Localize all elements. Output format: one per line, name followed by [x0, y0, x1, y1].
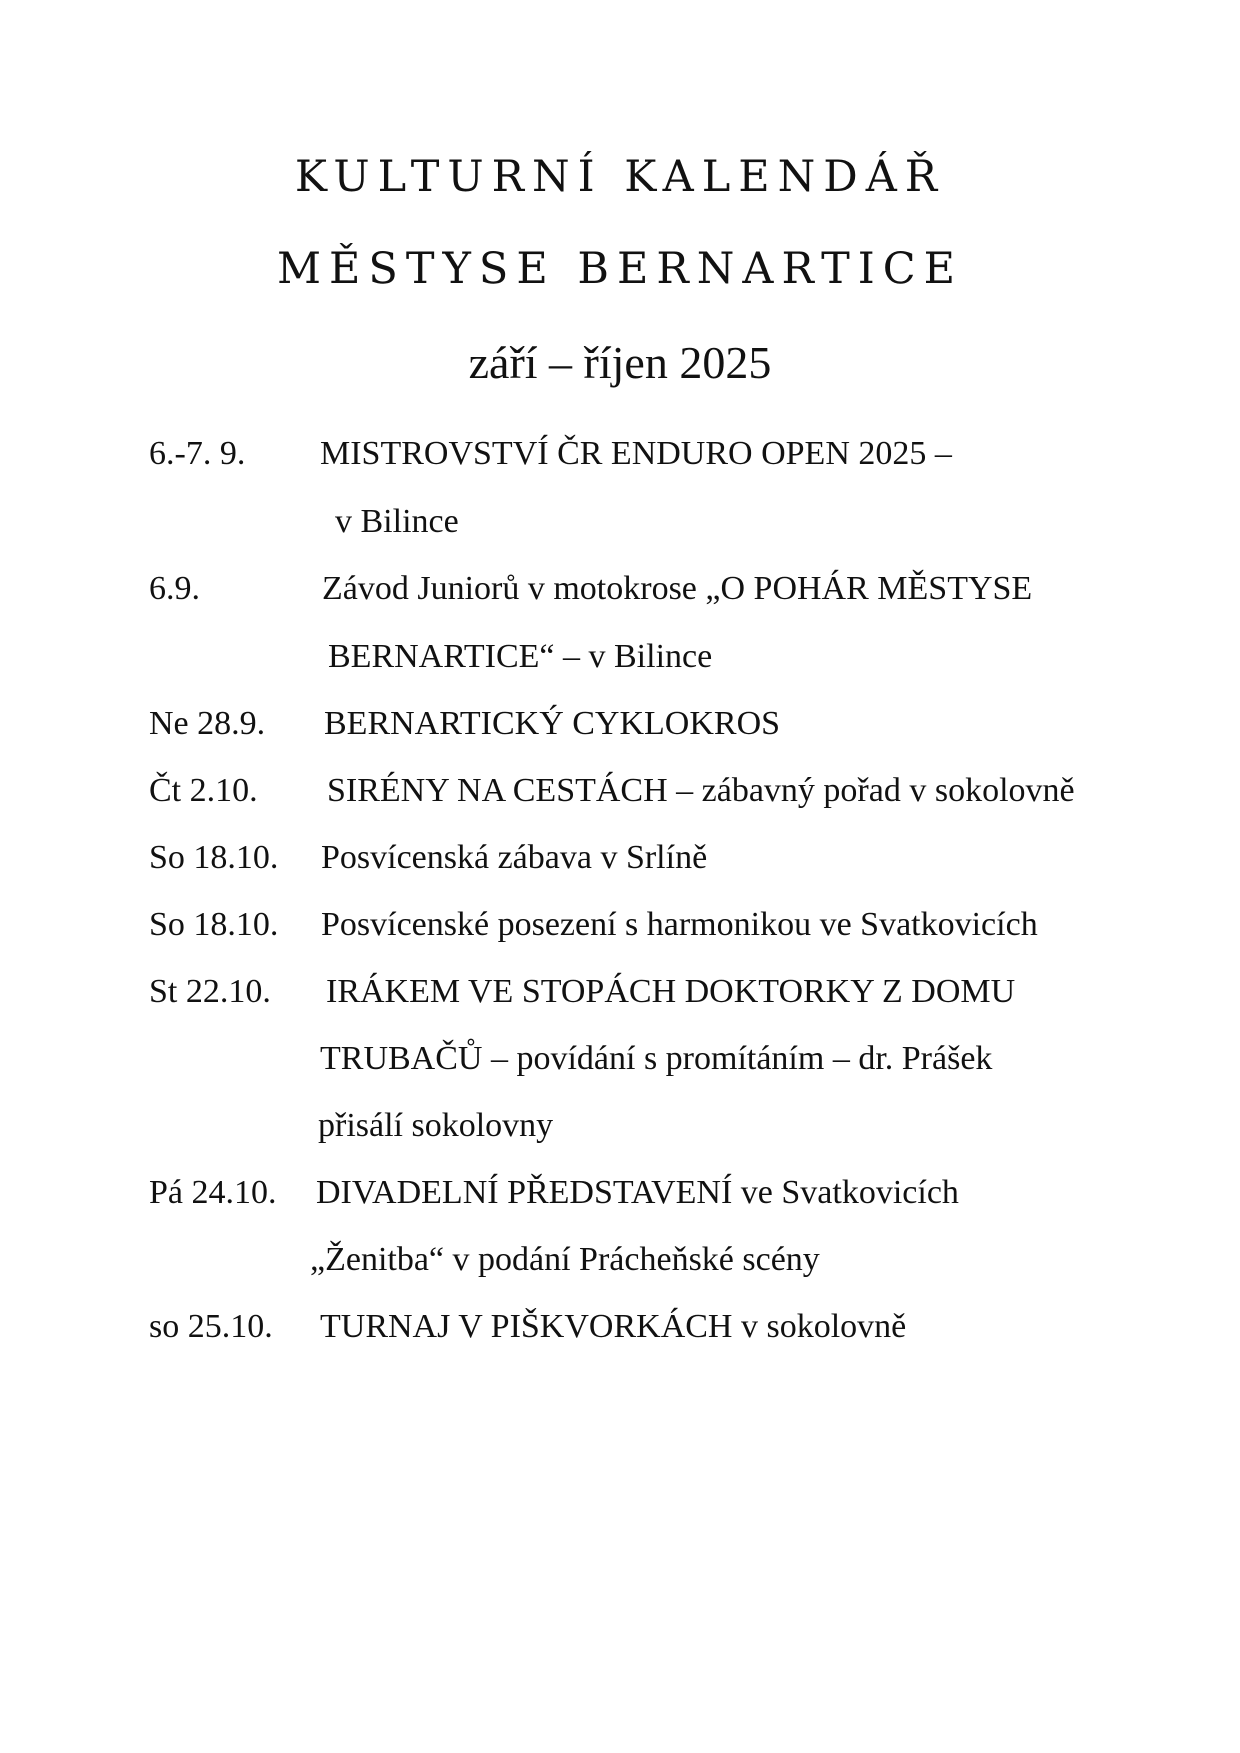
event-description: IRÁKEM VE STOPÁCH DOKTORKY Z DOMU [326, 973, 1016, 1010]
event-date: 6.-7. 9. [149, 435, 246, 472]
event-date: so 25.10. [149, 1308, 273, 1345]
event-description: SIRÉNY NA CESTÁCH – zábavný pořad v sokolovně [327, 772, 1075, 809]
event-date: St 22.10. [149, 973, 271, 1010]
event-description: Posvícenské posezení s harmonikou ve Svatkovicích [321, 906, 1038, 943]
event-description: DIVADELNÍ PŘEDSTAVENÍ ve Svatkovicích [316, 1174, 959, 1211]
event-date: So 18.10. [149, 839, 279, 876]
event-date: Ne 28.9. [149, 705, 266, 742]
event-description: BERNARTICKÝ CYKLOKROS [324, 705, 781, 742]
event-description: BERNARTICE“ – v Bilince [328, 638, 713, 675]
event-date: Pá 24.10. [149, 1174, 277, 1211]
event-description: TRUBAČŮ – povídání s promítáním – dr. Prášek [320, 1040, 993, 1077]
title-line-2: MĚSTYSE BERNARTICE [276, 244, 964, 294]
event-description: přisálí sokolovny [318, 1107, 554, 1144]
event-description: TURNAJ V PIŠKVORKÁCH v sokolovně [320, 1308, 907, 1345]
event-date: So 18.10. [149, 906, 279, 943]
event-description: MISTROVSTVÍ ČR ENDURO OPEN 2025 – [320, 435, 952, 472]
period-subtitle: září – říjen 2025 [468, 337, 772, 388]
title-line-1: KULTURNÍ KALENDÁŘ [294, 152, 946, 202]
event-description: Závod Juniorů v motokrose „O POHÁR MĚSTYSE [322, 570, 1033, 607]
event-description: Posvícenská zábava v Srlíně [321, 839, 708, 876]
event-description: v Bilince [335, 503, 459, 540]
event-description: „Ženitba“ v podání Prácheňské scény [310, 1241, 820, 1278]
event-date: 6.9. [149, 570, 200, 607]
event-date: Čt 2.10. [149, 772, 258, 809]
